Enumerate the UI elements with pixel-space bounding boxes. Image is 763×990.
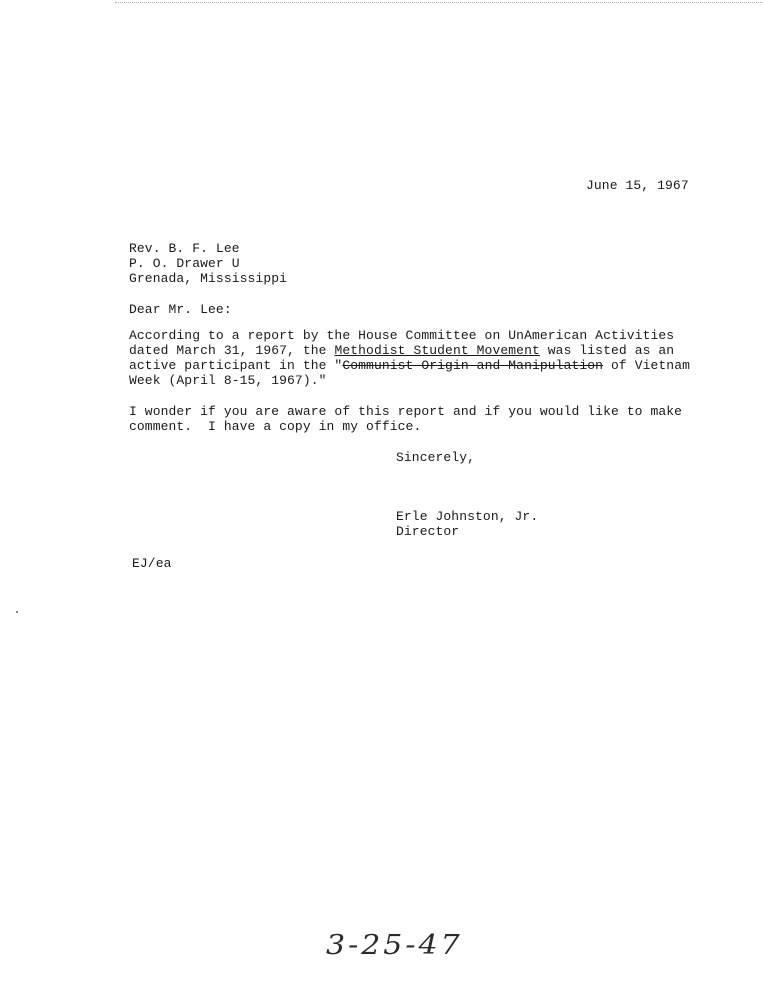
recipient-city: Grenada, Mississippi: [129, 271, 288, 286]
paragraph-1-line-2: [129, 343, 690, 358]
paragraph-2-line-1: I wonder if you are aware of this report and if you would like to make: [129, 404, 683, 419]
struck-phrase: Communist Origin and Manipulation: [342, 358, 604, 373]
top-dotted-rule: [115, 2, 763, 3]
recipient-po-box: P. O. Drawer U: [129, 256, 240, 271]
letter-date: June 15, 1967: [586, 178, 689, 193]
recipient-address: [129, 241, 287, 286]
signer-name: Erle Johnston, Jr.: [396, 509, 539, 524]
organization-name-underlined: Methodist Student Movement: [334, 343, 540, 358]
recipient-name: Rev. B. F. Lee: [129, 241, 240, 256]
paragraph-1-line-1: According to a report by the House Committee on UnAmerican Activities: [129, 328, 675, 343]
line-2-prefix: dated March 31, 1967, the: [129, 343, 335, 358]
reference-initials: EJ/ea: [132, 556, 172, 571]
paragraph-1-line-4: Week (April 8-15, 1967).": [129, 373, 327, 388]
line-3-suffix: of Vietnam: [603, 358, 691, 373]
margin-speck: [16, 611, 18, 613]
complimentary-closing: Sincerely,: [396, 450, 476, 465]
line-3-prefix: active participant in the ": [129, 358, 343, 373]
handwritten-file-number: 3-25-47: [326, 929, 463, 962]
signer-title: Director: [396, 524, 460, 539]
paragraph-2-line-2: comment. I have a copy in my office.: [129, 419, 422, 434]
body-paragraph-2: [129, 404, 682, 434]
line-2-suffix: was listed as an: [539, 343, 675, 358]
salutation: Dear Mr. Lee:: [129, 302, 232, 317]
body-paragraph-1: [129, 328, 690, 388]
paragraph-1-line-3: [129, 358, 690, 373]
